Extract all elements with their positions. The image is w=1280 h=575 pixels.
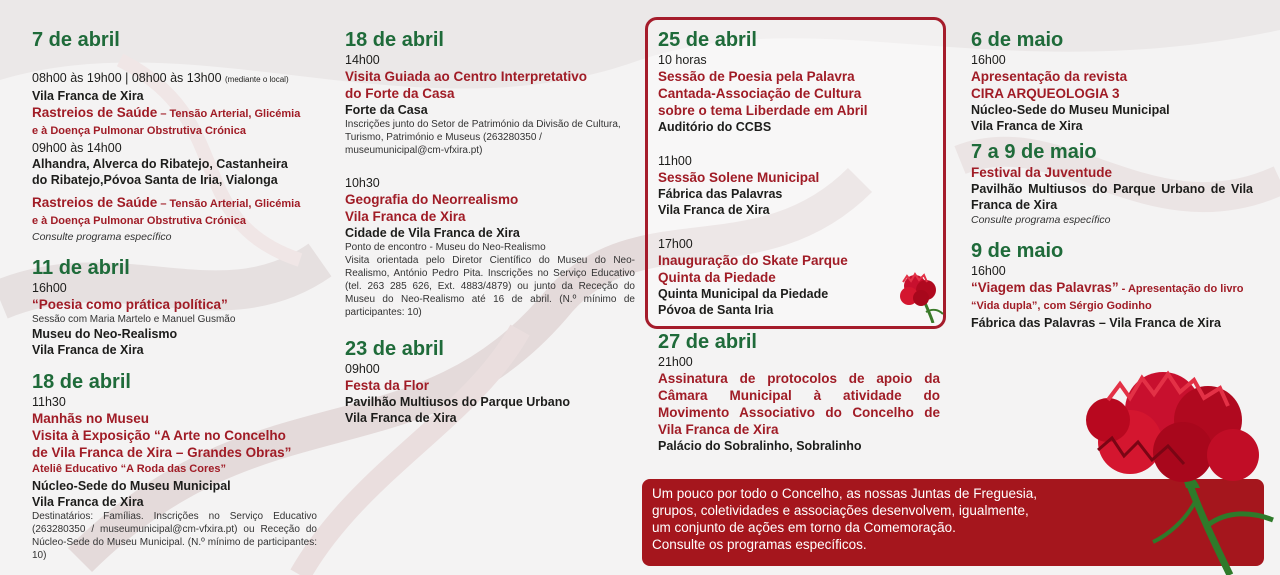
event-venue: Cidade de Vila Franca de Xira xyxy=(345,226,520,240)
event-time: 11h30 xyxy=(32,395,66,409)
event-time: 17h00 xyxy=(658,237,693,251)
event-time: 10h30 xyxy=(345,176,380,190)
event-venue: Auditório do CCBS xyxy=(658,120,772,134)
event-title-cont: Cantada-Associação de Cultura xyxy=(658,86,862,101)
date-7-abril: 7 de abril xyxy=(32,29,120,51)
event-description: Inscrições junto do Setor de Património da Divisão de Cultura, Turismo, Património e Museus (263280350 / museumunicipal@cm-vfxira.pt) xyxy=(345,119,621,156)
date-23-abril: 23 de abril xyxy=(345,338,444,360)
event-title: “Viagem das Palavras” - Apresentação do livro xyxy=(971,280,1244,295)
event-time: 16h00 xyxy=(32,281,67,295)
event-title: Apresentação da revista xyxy=(971,69,1128,84)
date-25-abril: 25 de abril xyxy=(658,29,757,51)
event-venue: Núcleo-Sede do Museu Municipal xyxy=(971,103,1170,117)
event-venue: Forte da Casa xyxy=(345,103,428,117)
column-2 xyxy=(345,28,635,426)
event-description: Destinatários: Famílias. Inscrições no Serviço Educativo (263280350 / museumunicipal@cm-vfxira.pt) ou Receção do Núcleo-Sede do Museu Municipal. (N.º mínimo de participantes: 10) xyxy=(32,511,317,561)
event-title-cont: CIRA ARQUEOLOGIA 3 xyxy=(971,86,1120,101)
event-venue: Núcleo-Sede do Museu Municipal xyxy=(32,479,231,493)
event-location: Vila Franca de Xira xyxy=(971,119,1083,133)
event-venue: Museu do Neo-Realismo xyxy=(32,327,178,341)
event-note: Consulte programa específico xyxy=(971,214,1111,226)
event-title-cont: Vila Franca de Xira xyxy=(345,209,466,224)
event-title: “Poesia como prática política” xyxy=(32,297,228,312)
carnation-large-icon xyxy=(1068,360,1280,575)
event-time: 10 horas xyxy=(658,53,707,67)
event-note: Consulte programa específico xyxy=(32,231,172,243)
event-description: Visita orientada pelo Diretor Científico do Museu do Neo-Realismo, António Pedro Pita. Inscrições no Serviço Educativo (tel. 263 285 626, Ext. 4883/4879) ou junto da Receção do Museu do Neo-Realismo até 16 de abril. (N.º mínimo de participantes: 10) xyxy=(345,255,635,318)
date-6-maio: 6 de maio xyxy=(971,29,1064,51)
event-title-cont: de Vila Franca de Xira – Grandes Obras” xyxy=(32,445,292,460)
event-title: Sessão Solene Municipal xyxy=(658,170,820,185)
event-subtitle: Ateliê Educativo “A Roda das Cores” xyxy=(32,463,226,475)
column-1 xyxy=(32,28,317,562)
event-title: Geografia do Neorrealismo xyxy=(345,192,519,207)
event-location: Vila Franca de Xira xyxy=(32,343,144,357)
event-venue: Pavilhão Multiusos do Parque Urbano xyxy=(345,395,571,409)
event-title: Manhãs no Museu xyxy=(32,411,150,426)
event-time: 09h00 xyxy=(345,362,380,376)
event-title: Sessão de Poesia pela Palavra xyxy=(658,69,855,84)
event-title-cont: sobre o tema Liberdade em Abril xyxy=(658,103,868,118)
event-time: 09h00 às 14h00 xyxy=(32,141,122,155)
event-title: Rastreios de Saúde – Tensão Arterial, Glicémia xyxy=(32,105,301,120)
event-location: Vila Franca de Xira xyxy=(658,203,770,217)
event-title: Festa da Flor xyxy=(345,378,430,393)
event-location: Vila Franca de Xira xyxy=(32,89,144,103)
event-venue: Quinta Municipal da Piedade xyxy=(658,287,829,301)
banner-line: Um pouco por todo o Concelho, as nossas Juntas de Freguesia, xyxy=(652,486,1037,501)
event-title-cont: e à Doença Pulmonar Obstrutiva Crónica xyxy=(32,125,246,137)
event-venue: Fábrica das Palavras xyxy=(658,187,783,201)
event-meeting-point: Ponto de encontro - Museu do Neo-Realismo xyxy=(345,242,546,253)
date-18-abril: 18 de abril xyxy=(32,371,131,393)
banner-line: grupos, coletividades e associações desenvolvem, igualmente, xyxy=(652,503,1029,518)
date-7-9-maio: 7 a 9 de maio xyxy=(971,141,1097,163)
event-location: Vila Franca de Xira xyxy=(345,411,457,425)
event-location: Alhandra, Alverca do Ribatejo, Castanheira xyxy=(32,157,288,171)
event-venue: Pavilhão Multiusos do Parque Urbano de Vila Franca de Xira xyxy=(971,182,1253,212)
event-time: 16h00 xyxy=(971,264,1006,278)
event-location-cont: do Ribatejo,Póvoa Santa de Iria, Vialonga xyxy=(32,173,278,187)
event-time: 16h00 xyxy=(971,53,1006,67)
event-location: Póvoa de Santa Iria xyxy=(658,303,774,317)
event-title: Festival da Juventude xyxy=(971,165,1113,180)
event-title: Inauguração do Skate Parque xyxy=(658,253,848,268)
event-time: 11h00 xyxy=(658,154,692,168)
event-venue: Palácio do Sobralinho, Sobralinho xyxy=(658,439,862,453)
event-time: 08h00 às 19h00 | 08h00 às 13h00 (mediante o local) xyxy=(32,71,289,85)
event-title-cont: Visita à Exposição “A Arte no Concelho xyxy=(32,428,286,443)
event-title-cont: Quinta da Piedade xyxy=(658,270,776,285)
event-title-cont: e à Doença Pulmonar Obstrutiva Crónica xyxy=(32,215,246,227)
date-9-maio: 9 de maio xyxy=(971,240,1064,262)
event-title: Assinatura de protocolos de apoio da Câmara Municipal à atividade do Movimento Associativo do Concelho de Vila Franca de Xira xyxy=(658,371,940,437)
event-location: Vila Franca de Xira xyxy=(32,495,144,509)
event-title: Rastreios de Saúde – Tensão Arterial, Glicémia xyxy=(32,195,301,210)
event-title: Visita Guiada ao Centro Interpretativo xyxy=(345,69,588,84)
carnation-small-icon xyxy=(893,268,948,323)
column-3 xyxy=(658,28,943,454)
banner-line: um conjunto de ações em torno da Comemoração. xyxy=(652,520,956,535)
date-27-abril: 27 de abril xyxy=(658,331,757,353)
event-venue: Fábrica das Palavras – Vila Franca de Xira xyxy=(971,316,1221,330)
event-title-cont: “Vida dupla”, com Sérgio Godinho xyxy=(971,300,1152,312)
event-description: Sessão com Maria Martelo e Manuel Gusmão xyxy=(32,314,236,325)
date-11-abril: 11 de abril xyxy=(32,257,130,279)
column-4 xyxy=(971,28,1261,331)
event-time: 21h00 xyxy=(658,355,693,369)
event-time: 14h00 xyxy=(345,53,380,67)
date-18-abril: 18 de abril xyxy=(345,29,444,51)
event-title-cont: do Forte da Casa xyxy=(345,86,455,101)
banner-line: Consulte os programas específicos. xyxy=(652,537,867,552)
